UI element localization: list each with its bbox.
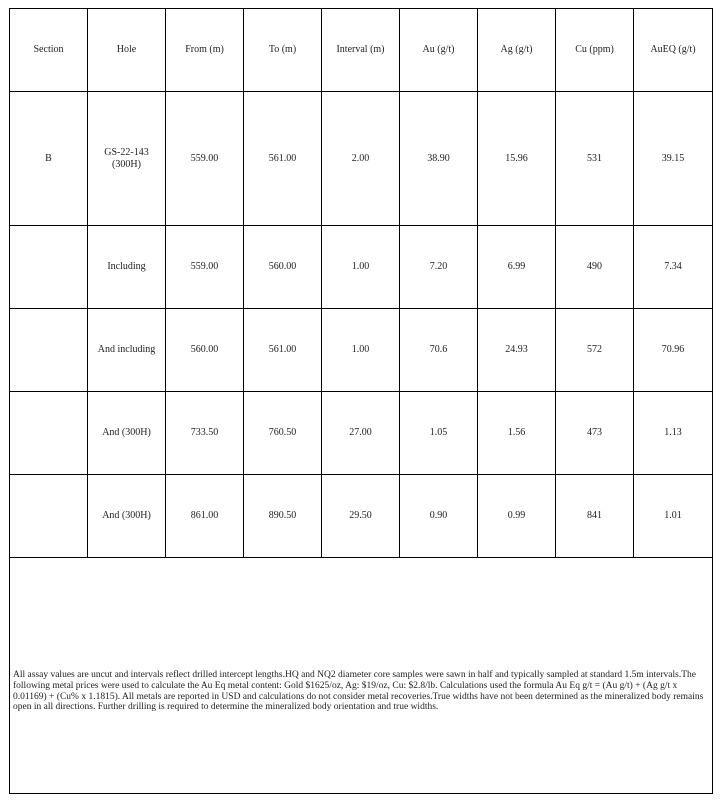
cell-aueq: 70.96 xyxy=(634,309,713,392)
cell-ag: 24.93 xyxy=(478,309,556,392)
table-row xyxy=(10,226,713,309)
assay-footnote: All assay values are uncut and intervals reflect drilled intercept lengths.HQ and NQ2 diameter core samples were sawn in half and typically sampled at standard 1.5m intervals.The following metal prices were used to calculate the Au Eq metal content: Gold $1625/oz, Ag: $19/oz, Cu: $2.8/lb. Calculations used the formula Au Eq g/t = (Au g/t) + (Ag g/t x 0.01169) + (Cu% x 1.1815). All metals are reported in USD and calculations do not consider metal recoveries.True widths have not been determined as the mineralized body remains open in all directions. Further drilling is required to determine the mineralized body orientation and true widths. xyxy=(13,670,704,713)
cell-cu: 841 xyxy=(556,475,634,558)
cell-au: 7.20 xyxy=(400,226,478,309)
cell-from: 559.00 xyxy=(166,92,244,226)
cell-hole: And (300H) xyxy=(88,392,166,475)
footnote-row xyxy=(10,558,713,794)
header-interval: Interval (m) xyxy=(322,9,400,92)
cell-interval: 1.00 xyxy=(322,226,400,309)
header-ag: Ag (g/t) xyxy=(478,9,556,92)
assay-results-table xyxy=(9,8,713,794)
cell-section xyxy=(10,475,88,558)
cell-au: 0.90 xyxy=(400,475,478,558)
cell-to: 561.00 xyxy=(244,92,322,226)
cell-hole: Including xyxy=(88,226,166,309)
cell-cu: 473 xyxy=(556,392,634,475)
cell-cu: 531 xyxy=(556,92,634,226)
cell-ag: 6.99 xyxy=(478,226,556,309)
cell-interval: 29.50 xyxy=(322,475,400,558)
cell-aueq: 7.34 xyxy=(634,226,713,309)
cell-ag: 1.56 xyxy=(478,392,556,475)
header-aueq: AuEQ (g/t) xyxy=(634,9,713,92)
cell-au: 1.05 xyxy=(400,392,478,475)
cell-interval: 1.00 xyxy=(322,309,400,392)
cell-to: 760.50 xyxy=(244,392,322,475)
cell-hole: GS-22-143 (300H) xyxy=(88,92,166,226)
cell-aueq: 1.01 xyxy=(634,475,713,558)
cell-section: B xyxy=(10,92,88,226)
cell-to: 890.50 xyxy=(244,475,322,558)
header-au: Au (g/t) xyxy=(400,9,478,92)
assay-table-container xyxy=(9,8,712,792)
footnote-cell xyxy=(10,558,713,794)
table-row xyxy=(10,392,713,475)
table-header-row xyxy=(10,9,713,92)
header-from: From (m) xyxy=(166,9,244,92)
cell-hole: And (300H) xyxy=(88,475,166,558)
cell-from: 560.00 xyxy=(166,309,244,392)
cell-aueq: 39.15 xyxy=(634,92,713,226)
cell-au: 38.90 xyxy=(400,92,478,226)
table-row xyxy=(10,309,713,392)
header-to: To (m) xyxy=(244,9,322,92)
cell-section xyxy=(10,309,88,392)
cell-cu: 572 xyxy=(556,309,634,392)
cell-interval: 27.00 xyxy=(322,392,400,475)
cell-interval: 2.00 xyxy=(322,92,400,226)
cell-hole: And including xyxy=(88,309,166,392)
cell-from: 861.00 xyxy=(166,475,244,558)
cell-aueq: 1.13 xyxy=(634,392,713,475)
cell-to: 560.00 xyxy=(244,226,322,309)
cell-section xyxy=(10,226,88,309)
header-hole: Hole xyxy=(88,9,166,92)
cell-from: 559.00 xyxy=(166,226,244,309)
cell-section xyxy=(10,392,88,475)
cell-ag: 15.96 xyxy=(478,92,556,226)
cell-cu: 490 xyxy=(556,226,634,309)
cell-from: 733.50 xyxy=(166,392,244,475)
table-row xyxy=(10,92,713,226)
header-section: Section xyxy=(10,9,88,92)
header-cu: Cu (ppm) xyxy=(556,9,634,92)
cell-ag: 0.99 xyxy=(478,475,556,558)
cell-au: 70.6 xyxy=(400,309,478,392)
cell-to: 561.00 xyxy=(244,309,322,392)
table-row xyxy=(10,475,713,558)
